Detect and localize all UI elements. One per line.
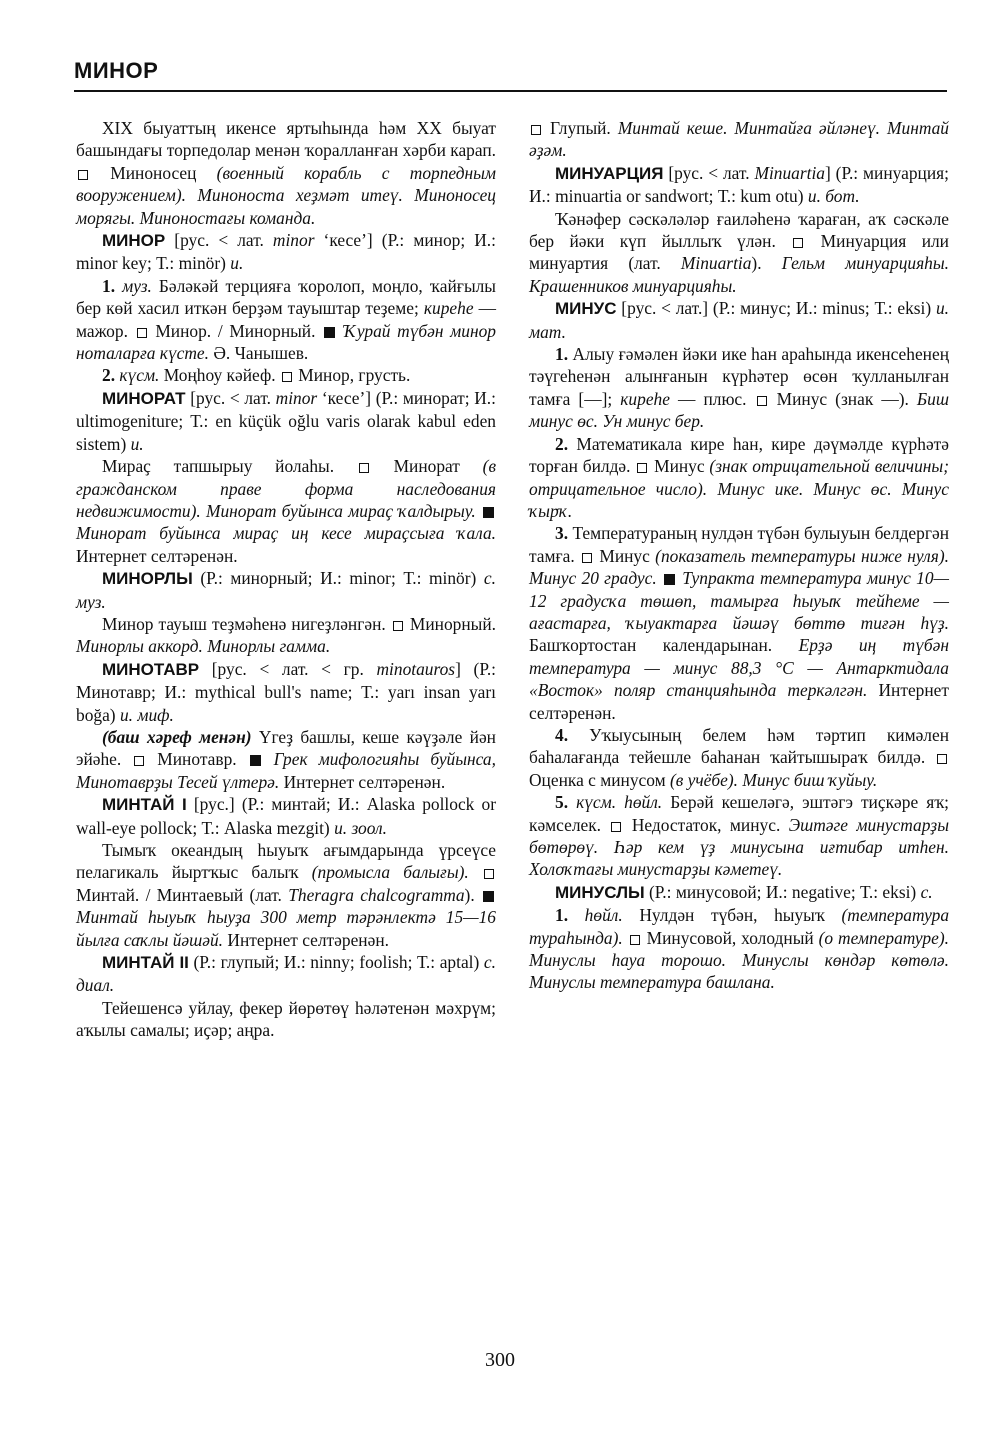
dictionary-paragraph [76, 387, 496, 455]
text-segment: ] (Р.: Минотавр; И.: mythical bull's name; Т.: yarı insan yarı boğa) [76, 658, 497, 725]
headword: МИНОРАТ [102, 388, 186, 408]
headword: МИНУАРЦИЯ [555, 163, 664, 183]
text-segment: (температура тураһында). [529, 905, 950, 948]
text-segment: с. диал. [76, 952, 496, 996]
text-segment: с. [920, 881, 933, 902]
dictionary-paragraph [529, 791, 949, 881]
text-segment: Минусовой, холодный [641, 927, 819, 948]
text-segment: Ҡәнәфер сәскәләләр ғаиләһенә ҡараған, аҡ сәскәле бер йәки күп йыллыҡ үлән. [529, 208, 949, 252]
text-segment: Тупракта температура минус 10—12 градусҡа төшөп, тамырға һыуыҡ тейһеме — ағастарға, ҡыуактарға йәшәү бөттө тиғән һүҙ. [529, 568, 949, 633]
dictionary-paragraph [76, 997, 496, 1042]
headword: МИНУСЛЫ [555, 882, 645, 902]
example-bullet-icon [483, 891, 494, 902]
text-segment: Theragra chalcogramma [288, 884, 465, 905]
text-segment: Интернет селтәренән. [223, 929, 389, 950]
text-segment: и. бот. [807, 186, 860, 207]
dictionary-paragraph [76, 658, 496, 726]
translation-box-icon [282, 372, 292, 382]
text-segment: Температураның нулдән түбән булыуын белдергән тамға. [529, 523, 950, 566]
text-segment: Грек мифологияһы буйынса, Минотаврҙы Тесей үлтерә. [76, 749, 496, 792]
text-segment: 1. [555, 905, 585, 926]
dictionary-paragraph [529, 881, 949, 904]
header-rule [74, 90, 947, 92]
text-segment: Ә. Чанышев. [208, 343, 309, 364]
text-segment: Интернет селтәренән. [529, 680, 949, 723]
text-segment: и. [130, 433, 144, 454]
translation-box-icon [630, 935, 640, 945]
text-segment: күсм. [119, 365, 160, 386]
headword: МИНОТАВР [102, 659, 200, 679]
dictionary-paragraph [76, 567, 496, 613]
translation-box-icon [134, 756, 144, 766]
text-segment: Ҡурай түбән минор ноталарға күсте. [76, 320, 496, 364]
text-segment: муз. [122, 275, 152, 296]
dictionary-paragraph [76, 839, 496, 951]
text-segment: Минорат [370, 456, 483, 477]
page-header [74, 52, 947, 92]
text-segment: [рус. < лат. [663, 162, 755, 183]
text-segment: [рус. < лат. [185, 387, 276, 408]
text-segment: 5. [555, 792, 577, 813]
text-segment: (Р.: глупый; И.: ninny; foolish; Т.: aptal) [188, 952, 484, 973]
dictionary-paragraph [76, 229, 496, 275]
dictionary-paragraph [529, 724, 949, 791]
dictionary-paragraph [76, 951, 496, 997]
dictionary-paragraph [76, 726, 496, 793]
dictionary-paragraph [76, 455, 496, 567]
headword: МИНТАЙ II [102, 953, 189, 973]
text-segment [657, 568, 662, 588]
text-segment: Мираҫ тапшырыу йолаһы. [102, 456, 357, 477]
text-segment: (в гражданском праве форма наследования недвижимости). Минорат буйынса мираҫ ҡалдырыу. [76, 456, 496, 521]
right-column [529, 117, 949, 994]
headword: МИНУС [555, 299, 617, 319]
text-segment: күсм. һөйл. [576, 792, 663, 813]
page-number: 300 [485, 1349, 515, 1371]
text-segment: Минус [649, 456, 710, 477]
dictionary-paragraph [76, 364, 496, 386]
text-segment: Тейешенсә уйлау, фекер йөрөтөү һәләтенән мәхрүм; аҡылы самалы; иҫәр; аңра. [76, 997, 496, 1041]
text-segment: Эштәге минустарҙы бөтөрөү. Һәр кем үҙ минусына иғтибар итһен. Холоҡтағы минустарҙы кәметеү. [529, 814, 949, 880]
text-segment: (знак отрицательной величины; отрицательное число). Минус ике. Минус өс. Минус ҡырҡ. [529, 456, 949, 521]
text-segment: Биш минус өс. Ун минус бер. [529, 388, 950, 432]
dictionary-paragraph [76, 613, 496, 658]
running-head: МИНОР [74, 58, 159, 83]
text-segment: Берәй кешеләгә, эштәгэ тиҫкәре яҡ; кәмселек. [529, 792, 950, 835]
text-segment: [рус. < лат. < гр. [199, 658, 377, 679]
text-segment: с. муз. [76, 568, 496, 612]
translation-box-icon [611, 822, 621, 832]
translation-box-icon [793, 238, 803, 248]
text-segment: Гельм минуарцияһы. Крашенников минуарцияһы. [529, 253, 949, 296]
text-segment: [рус. < лат.] (Р.: минус; И.: minus; Т.: eksi) [616, 298, 936, 319]
text-segment: Minuartia [680, 253, 752, 274]
text-segment: — плюс. [669, 388, 755, 409]
translation-box-icon [484, 869, 494, 879]
text-segment: (показатель температуры ниже нуля). Минус 20 градус. [529, 545, 949, 589]
dictionary-paragraph [76, 117, 496, 229]
text-segment: Минуарция или минуартия (лат. [529, 231, 949, 274]
text-segment: Оценка с минусом [529, 769, 670, 790]
text-segment: Minuartia [754, 162, 825, 183]
text-segment: minotauros [376, 658, 456, 679]
dictionary-paragraph [529, 162, 949, 208]
text-segment: Минорный. [404, 613, 496, 634]
translation-box-icon [78, 170, 88, 180]
text-segment: (о температуре). Минуслы һауа торошо. Минуслы көндәр көтөлә. Минуслы температура башлана. [529, 927, 949, 993]
text-segment: Минтай кеше. Минтайға әйләнеү. Минтай әҙәм. [529, 118, 949, 161]
dictionary-paragraph [529, 343, 949, 433]
text-segment: Интернет селтәренән. [279, 771, 446, 792]
text-segment: киреһе [620, 388, 670, 409]
text-segment: (промысла балығы). [311, 862, 469, 883]
text-segment: и. [230, 253, 244, 274]
text-segment: Тымыҡ океандың һыуыҡ ағымдарында үрсеүсе пелагикаль йыртҡыс балыҡ [76, 840, 496, 883]
left-column [76, 117, 496, 1042]
text-segment: Математикала кире һан, кире дәүмәлде күрһәтә торған билдә. [529, 433, 949, 477]
text-segment: (Р.: минусовой; И.: negative; Т.: eksi) [644, 881, 921, 902]
translation-box-icon [937, 754, 947, 764]
text-segment [469, 862, 482, 882]
translation-box-icon [582, 553, 592, 563]
translation-box-icon [393, 621, 403, 631]
headword: МИНТАЙ I [102, 795, 187, 815]
dictionary-paragraph [76, 275, 496, 365]
text-segment: 2. [555, 433, 577, 454]
translation-box-icon [359, 463, 369, 473]
text-segment: Минор, грусть. [293, 365, 411, 386]
text-segment: Минор. / Минорный. [148, 320, 323, 341]
text-segment: киреһе [423, 298, 474, 319]
headword: МИНОР [102, 231, 166, 251]
text-segment: (Р.: минорный; И.: minor; Т.: minör) [192, 568, 484, 589]
dictionary-paragraph [529, 208, 949, 298]
text-segment: 3. [555, 523, 573, 544]
text-segment: 2. [102, 365, 120, 386]
text-segment: Интернет селтәренән. [76, 545, 238, 566]
text-segment: и. миф. [119, 704, 174, 725]
text-segment: ). [464, 884, 481, 905]
text-segment: Минор тауыш теҙмәһенә нигеҙләнгән. [102, 613, 391, 634]
text-segment: Үгеҙ башлы, кеше кәүҙәле йән эйәһе. [76, 726, 496, 770]
text-segment: Миноносец [90, 162, 217, 183]
example-bullet-icon [324, 327, 335, 338]
text-segment: 1. [555, 344, 573, 365]
text-segment: Ерҙә иң түбән температура — минус 88,3 °С — Антарктидала «Восток» поляр станцияһында теркәлгән. [529, 635, 949, 701]
text-segment: Уҡыусының белем һәм тәртип кимәлен баһалағанда тейешле баһанан ҡайтышыраҡ билдә. [529, 724, 949, 768]
text-segment: ‘кесе’] (Р.: минор; И.: minor key; Т.: minör) [76, 230, 496, 274]
dictionary-paragraph [529, 117, 949, 162]
translation-box-icon [637, 463, 647, 473]
dictionary-paragraph [529, 904, 949, 994]
text-segment: Минус (знак —). [768, 388, 917, 409]
example-bullet-icon [250, 755, 261, 766]
text-segment: (военный корабль с торпедным вооружением). Миноноста хеҙмәт итеү. Миноносец морягы. Миноностағы команда. [76, 162, 496, 228]
text-segment: Минотавр. [146, 749, 248, 770]
text-segment: Минтай. / Минтаевый (лат. [76, 884, 289, 905]
dictionary-paragraph [529, 297, 949, 343]
text-segment: — мажор. [76, 298, 496, 341]
headword: МИНОРЛЫ [102, 569, 193, 589]
text-segment: Алыу ғәмәлен йәки ике һан араһында икенсеһенең тәүгеһенән алынғанын күрһәтер өсөн ҡулланылған тамға [—]; [529, 344, 950, 409]
text-segment: Минтай һыуыҡ һыуҙа 300 метр тәрәнлектә 15—16 йылға саҡлы йәшәй. [76, 907, 496, 950]
translation-box-icon [757, 396, 767, 406]
text-segment: (баш хәреф менән) [102, 726, 252, 747]
dictionary-paragraph [529, 522, 949, 724]
text-segment: [рус. < лат. [165, 230, 273, 251]
text-segment [623, 928, 628, 948]
text-segment: һөйл. [584, 905, 623, 926]
text-segment: ‘кесе’] (Р.: минорат; И.: ultimogeniture; Т.: en küçük oğlu varis olarak kabul eden sistem) [76, 387, 496, 454]
text-segment: Недостаток, минус. [623, 814, 789, 835]
translation-box-icon [531, 125, 541, 135]
example-bullet-icon [664, 574, 675, 585]
text-segment: и. мат. [529, 298, 949, 342]
text-segment [476, 501, 481, 521]
text-segment: ). [751, 253, 782, 274]
translation-box-icon [137, 328, 147, 338]
dictionary-paragraph [529, 433, 949, 523]
text-segment: Башҡортостан календарынан. [529, 635, 799, 656]
text-segment: (в учёбе). Минус биш ҡуйыу. [669, 769, 878, 790]
text-segment: и. зоол. [334, 817, 387, 838]
text-segment: Минорлы аккорд. Минорлы гамма. [76, 636, 331, 657]
text-segment: minor [272, 230, 315, 251]
text-segment: Бәләкәй терцияға ҡоролоп, моңло, ҡайғылы бер көй хасил иткән берҙәм тауыштар теҙеме; [76, 275, 496, 319]
dictionary-paragraph [76, 793, 496, 839]
text-segment: Минус [594, 545, 656, 566]
text-segment: 4. [555, 724, 590, 745]
text-segment: Минорат буйынса мираҫ иң кесе мираҫсыға ҡала. [76, 523, 496, 544]
text-segment: ] (Р.: минуарция; И.: minuartia or sandwort; Т.: kum otu) [529, 162, 949, 207]
text-segment: 1. [102, 275, 123, 296]
text-segment: XIX быуаттың икенсе яртыһында һәм XX быуат башындағы торпедолар менән ҡоралланған хәрби карап. [76, 118, 496, 161]
text-segment: Нулдән түбән, һыуыҡ [622, 905, 842, 926]
example-bullet-icon [483, 507, 494, 518]
text-segment: Моңһоу кәйеф. [159, 365, 280, 386]
text-segment: [рус.] (Р.: минтай; И.: Alaska pollock or wall-eye pollock; Т.: Alaska mezgit) [76, 794, 496, 838]
text-segment: minor [275, 387, 318, 408]
text-segment: Глупый. [543, 118, 618, 138]
